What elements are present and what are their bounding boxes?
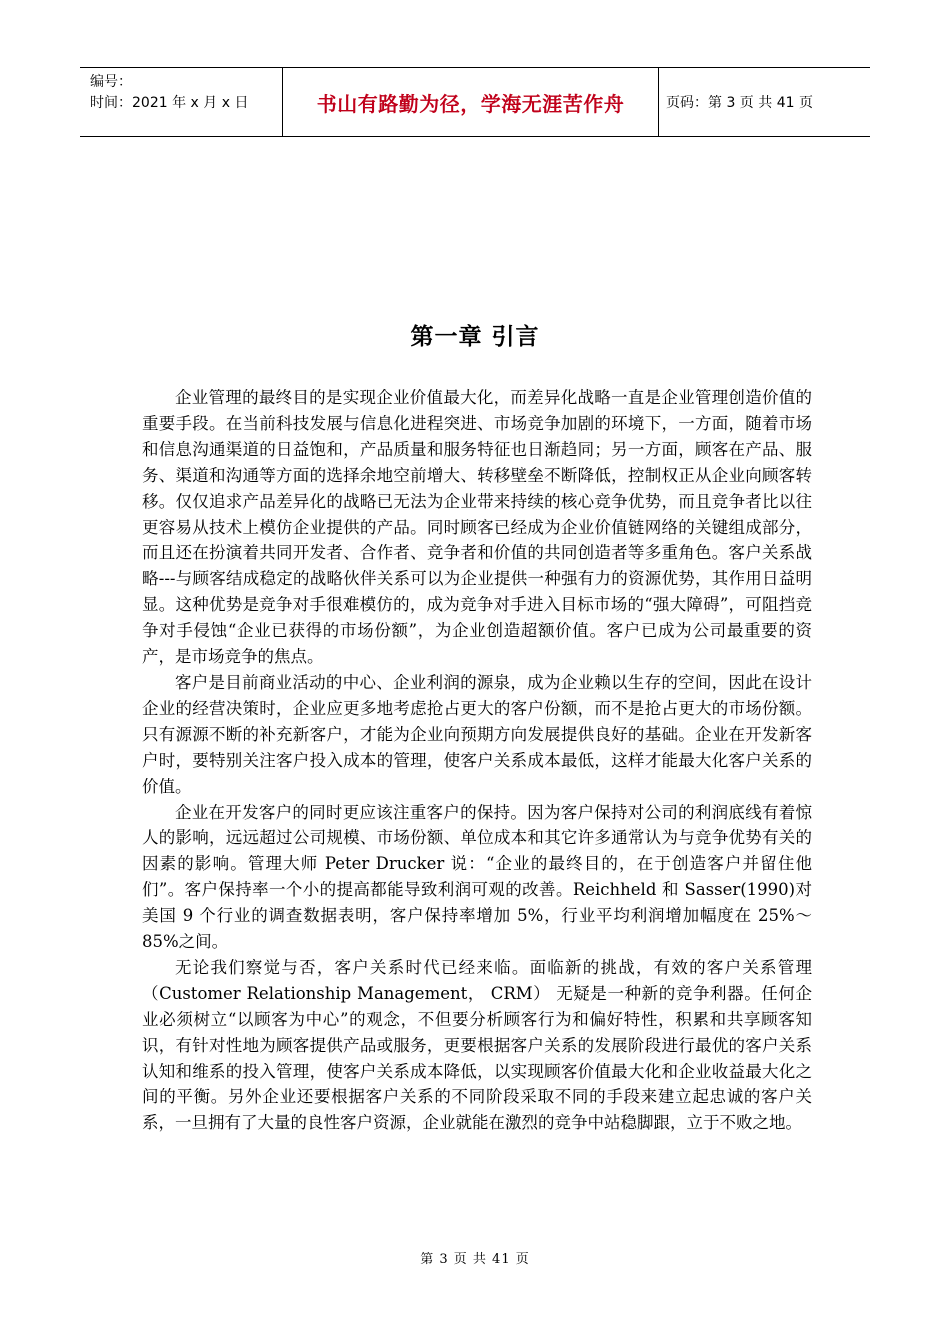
header-page-info: 页码：第 3 页 共 41 页	[666, 95, 813, 111]
document-header	[80, 67, 870, 137]
body-text	[142, 385, 812, 1136]
chapter-title: 第一章 引言	[410, 324, 540, 350]
header-number-label: 编号：	[90, 74, 132, 90]
header-meta	[80, 68, 282, 136]
header-motto: 书山有路勤为径，学海无涯苦作舟	[316, 91, 625, 116]
header-motto-cell	[282, 68, 659, 136]
page-footer: 第 3 页 共 41 页	[420, 1252, 530, 1267]
header-time-label: 时间：2021 年 x 月 x 日	[90, 95, 249, 111]
header-page-cell	[659, 68, 870, 136]
paragraph: 客户是目前商业活动的中心、企业利润的源泉，成为企业赖以生存的空间，因此在设计企业的经营决策时，企业应更多地考虑抢占更大的客户份额，而不是抢占更大的市场份额。只有源源不断的补充新客户，才能为企业向预期方向发展提供良好的基础。企业在开发新客户时，要特别关注客户投入成本的管理，使客户关系成本最低，这样才能最大化客户关系的价值。	[142, 672, 812, 796]
paragraph: 企业管理的最终目的是实现企业价值最大化，而差异化战略一直是企业管理创造价值的重要手段。在当前科技发展与信息化进程突进、市场竞争加剧的环境下，一方面，随着市场和信息沟通渠道的日益饱和，产品质量和服务特征也日渐趋同；另一方面，顾客在产品、服务、渠道和沟通等方面的选择余地空前增大、转移壁垒不断降低，控制权正从企业向顾客转移。仅仅追求产品差异化的战略已无法为企业带来持续的核心竞争优势，而且竞争者比以往更容易从技术上模仿企业提供的产品。同时顾客已经成为企业价值链网络的关键组成部分，而且还在扮演着共同开发者、合作者、竞争者和价值的共同创造者等多重角色。客户关系战略---与顾客结成稳定的战略伙伴关系可以为企业提供一种强有力的资源优势，其作用日益明显。这种优势是竞争对手很难模仿的，成为竞争对手进入目标市场的“强大障碍”，可阻挡竞争对手侵蚀“企业已获得的市场份额”，为企业创造超额价值。客户已成为公司最重要的资产，是市场竞争的焦点。	[142, 388, 812, 667]
paragraph: 企业在开发客户的同时更应该注重客户的保持。因为客户保持对公司的利润底线有着惊人的影响，远远超过公司规模、市场份额、单位成本和其它许多通常认为与竞争优势有关的因素的影响。管理大师 Peter Drucker 说：“企业的最终目的，在于创造客户并留住他们”。客户保持率一个小的提高都能导致利润可观的改善。Reichheld 和 Sasser(1990)对美国 9 个行业的调查数据表明，客户保持率增加 5%，行业平均利润增加幅度在 25%～85%之间。	[142, 802, 812, 952]
paragraph: 无论我们察觉与否，客户关系时代已经来临。面临新的挑战，有效的客户关系管理（Customer Relationship Management， CRM） 无疑是一种新的竞争利器。任何企业必须树立“以顾客为中心”的观念，不但要分析顾客行为和偏好特性，积累和共享顾客知识，有针对性地为顾客提供产品或服务，更要根据客户关系的发展阶段进行最优的客户关系认知和维系的投入管理，使客户关系成本降低，以实现顾客价值最大化和企业收益最大化之间的平衡。另外企业还要根据客户关系的不同阶段采取不同的手段来建立起忠诚的客户关系，一旦拥有了大量的良性客户资源，企业就能在激烈的竞争中站稳脚跟，立于不败之地。	[142, 957, 812, 1133]
